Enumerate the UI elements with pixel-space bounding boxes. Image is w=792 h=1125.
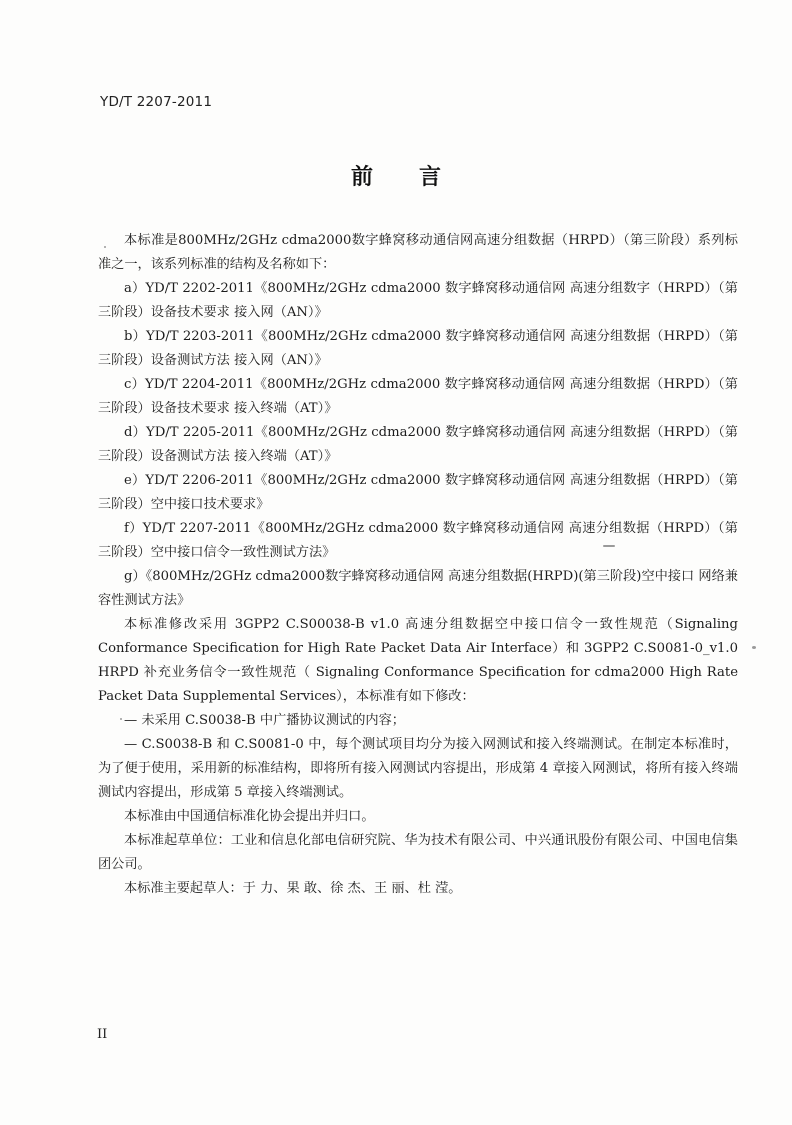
modification-item-2: — C.S0038-B 和 C.S0081-0 中，每个测试项目均分为接入网测试和接入终端测试。在制定本标准时，为了便于使用，采用新的标准结构，即将所有接入网测试内容提出，形成第 4 章接入网测试，将所有接入终端测试内容提出，形成第 5 章接入终端测试。 [98,737,738,800]
page-number: II [97,1027,108,1042]
page-title: 前言 [350,165,487,190]
drafters-paragraph: 本标准主要起草人：于 力、果 敢、徐 杰、王 丽、杜 滢。 [124,881,462,896]
intro-paragraph: 本标准是800MHz/2GHz cdma2000数字蜂窝移动通信网高速分组数据（HRPD）（第三阶段）系列标准之一，该系列标准的结构及名称如下： [98,233,738,272]
drafting-units-paragraph: 本标准起草单位：工业和信息化部电信研究院、华为技术有限公司、中兴通讯股份有限公司、中国电信集团公司。 [98,833,738,872]
list-item-c: c）YD/T 2204-2011《800MHz/2GHz cdma2000 数字蜂窝移动通信网 高速分组数据（HRPD）（第三阶段）设备技术要求 接入终端（AT）》 [98,377,738,416]
scan-speck [120,718,122,720]
document-code: YD/T 2207-2011 [100,94,213,110]
proposer-paragraph: 本标准由中国通信标准化协会提出并归口。 [124,809,375,824]
list-item-e: e）YD/T 2206-2011《800MHz/2GHz cdma2000 数字蜂窝移动通信网 高速分组数据（HRPD）（第三阶段）空中接口技术要求》 [98,473,738,512]
foreword-body [98,229,738,901]
list-item-d: d）YD/T 2205-2011《800MHz/2GHz cdma2000 数字蜂窝移动通信网 高速分组数据（HRPD）（第三阶段）设备测试方法 接入终端（AT）》 [98,425,738,464]
scan-speck [603,545,615,547]
scan-speck [752,646,756,649]
adoption-paragraph: 本标准修改采用 3GPP2 C.S00038-B v1.0 高速分组数据空中接口信令一致性规范（Signaling Conformance Specification for High Rate Packet Data Air Interface）和 3GPP2 C.S0081-0_v1.0 HRPD 补充业务信令一致性规范（ Signaling Conformance Specification for cdma2000 High Rate Packet Data Supplemental Services），本标准有如下修改： [98,617,738,704]
list-item-g: g）《800MHz/2GHz cdma2000数字蜂窝移动通信网 高速分组数据(HRPD)(第三阶段)空中接口 网络兼容性测试方法》 [98,569,738,608]
scan-speck [104,246,106,248]
list-item-b: b）YD/T 2203-2011《800MHz/2GHz cdma2000 数字蜂窝移动通信网 高速分组数据（HRPD）（第三阶段）设备测试方法 接入网（AN）》 [98,329,738,368]
modification-item-1: — 未采用 C.S0038-B 中广播协议测试的内容； [124,713,405,728]
list-item-a: a）YD/T 2202-2011《800MHz/2GHz cdma2000 数字蜂窝移动通信网 高速分组数字（HRPD）（第三阶段）设备技术要求 接入网（AN）》 [98,281,738,320]
list-item-f: f）YD/T 2207-2011《800MHz/2GHz cdma2000 数字蜂窝移动通信网 高速分组数据（HRPD）（第三阶段）空中接口信令一致性测试方法》 [98,521,738,560]
